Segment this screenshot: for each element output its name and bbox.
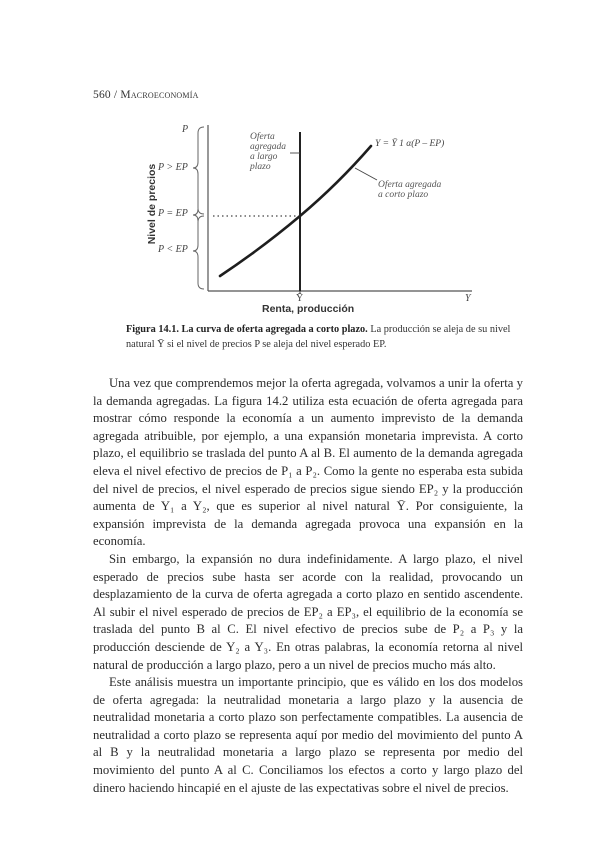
paragraph: Una vez que comprendemos mejor la oferta agregada, volvamos a unir la oferta y la demanda agregadas. La figura 14.2 utiliza esta ecuación de oferta agregada para mostrar cómo responde la economía a un aumento imprevisto de la demanda agregada atribuible, por ejemplo, a una expansión monetaria imprevista. A corto plazo, el equilibrio se traslada del punto A al B. El aumento de la demanda agregada eleva el nivel efectivo de precios de P₁ a P₂. Como la gente no esperaba esta subida del nivel de precios, el nivel esperado de precios sigue siendo EP₂ y la producción aumenta de Y₁ a Y₂, que es superior al nivel natural Ȳ. Por consiguiente, la expansión imprevista de la demanda agregada provoca una expansión en la economía. — [93, 376, 523, 549]
y-axis-title: Nivel de precios — [146, 163, 158, 245]
lras-annotation-line: Oferta — [250, 132, 275, 142]
running-title: Macroeconomía — [120, 89, 199, 101]
header-separator: / — [110, 89, 121, 101]
sras-annotation-line: a corto plazo — [378, 190, 429, 200]
body-text — [93, 375, 523, 797]
lras-annotation — [250, 132, 286, 172]
sras-annotation-line: Oferta agregada — [378, 180, 442, 190]
lras-annotation-line: a largo — [250, 152, 278, 162]
price-region-braces — [193, 127, 204, 289]
sras-equation: Y = Ȳ 1 α(P – EP) — [375, 139, 445, 149]
x-axis-title: Renta, producción — [262, 303, 355, 315]
label-p-gt-ep: P > EP — [158, 162, 188, 173]
label-p-lt-ep: P < EP — [158, 244, 188, 255]
label-p-eq-ep: P = EP — [158, 208, 188, 219]
aggregate-supply-chart — [0, 0, 615, 320]
figure-14-1 — [0, 0, 615, 320]
short-run-supply-curve — [220, 146, 371, 276]
x-tick-ybar: Ȳ — [296, 293, 304, 304]
caption-text: La producción se aleja de su nivel natural Ȳ si el nivel de precios P se aleja del nivel esperado EP. — [126, 324, 511, 350]
sras-annotation — [378, 180, 441, 200]
sras-leader-line — [355, 168, 377, 180]
x-axis-end-label: Y — [465, 293, 471, 304]
caption-title: Figura 14.1. La curva de oferta agregada a corto plazo. — [126, 324, 368, 335]
page-number: 560 — [93, 89, 111, 101]
paragraph: Este análisis muestra un importante principio, que es válido en los dos modelos de oferta agregada: la neutralidad monetaria a largo plazo y la ausencia de neutralidad monetaria a corto plazo son perfectamente compatibles. La ausencia de neutralidad a corto plazo se representa aquí por medio del movimiento del punto A al B y la neutralidad monetaria a largo plazo se representa por medio del movimiento del punto A al C. Conciliamos los efectos a corto y largo plazo del dinero haciendo hincapié en el ajuste de las expectativas sobre el nivel de precios. — [93, 675, 523, 795]
lras-annotation-line: agregada — [250, 142, 287, 152]
lras-annotation-line: plazo — [250, 162, 271, 172]
figure-caption — [126, 322, 526, 352]
y-axis-end-label: P — [182, 124, 189, 135]
paragraph: Sin embargo, la expansión no dura indefinidamente. A largo plazo, el nivel esperado de precios sube hasta ser acorde con la realidad, provocando un desplazamiento de la curva de oferta agregada a corto plazo en sentido ascendente. Al subir el nivel esperado de precios de EP₂ a EP₃, el equilibrio de la economía se traslada del punto B al C. El nivel efectivo de precios sube de P₂ a P₃ y la producción desciende de Y₂ a Y₃. En otras palabras, la economía retorna al nivel natural de producción a largo plazo, pero a un nivel de precios mucho más alto. — [93, 551, 523, 672]
